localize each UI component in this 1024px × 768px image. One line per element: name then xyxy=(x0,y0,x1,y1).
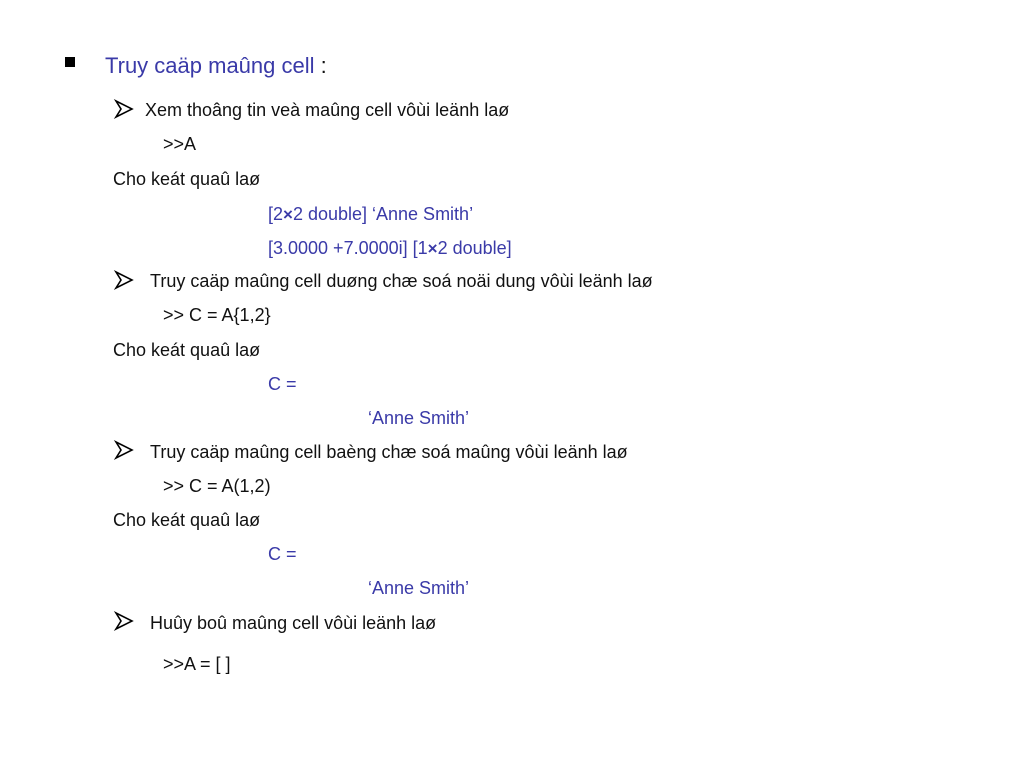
bullet-view-cell: Xem thoâng tin veà maûng cell vôùi leänh laø xyxy=(145,100,510,120)
times-icon: × xyxy=(427,239,438,258)
result-var: C = xyxy=(268,374,297,394)
result-value: ‘Anne Smith’ xyxy=(368,578,470,598)
arrow-bullet-icon xyxy=(113,98,135,120)
command-delete-cell: >>A = [ ] xyxy=(163,654,231,674)
command-view-cell: >>A xyxy=(163,134,197,154)
command-content-index: >> C = A{1,2} xyxy=(163,305,271,325)
bullet-content-index: Truy caäp maûng cell duøng chæ soá noäi dung vôùi leänh laø xyxy=(150,271,653,291)
bullet-delete-cell: Huûy boû maûng cell vôùi leänh laø xyxy=(150,613,437,633)
result-label: Cho keát quaû laø xyxy=(113,169,261,189)
heading-colon: : xyxy=(320,53,327,78)
heading-text: Truy caäp maûng cell xyxy=(105,53,315,78)
times-icon: × xyxy=(283,205,293,224)
result-value: ‘Anne Smith’ xyxy=(368,408,470,428)
result-label: Cho keát quaû laø xyxy=(113,510,261,530)
result-label: Cho keát quaû laø xyxy=(113,340,261,360)
command-array-index: >> C = A(1,2) xyxy=(163,476,271,496)
arrow-bullet-icon xyxy=(113,610,135,632)
result-var: C = xyxy=(268,544,297,564)
arrow-bullet-icon xyxy=(113,269,135,291)
bullet-array-index: Truy caäp maûng cell baèng chæ soá maûng vôùi leänh laø xyxy=(150,442,628,462)
square-bullet-icon xyxy=(65,57,75,67)
result-line-1: [2×2 double] ‘Anne Smith’ xyxy=(268,204,474,224)
slide-heading xyxy=(105,53,327,79)
result-line-2: [3.0000 +7.0000i] [1×2 double] xyxy=(268,238,512,258)
arrow-bullet-icon xyxy=(113,439,135,461)
